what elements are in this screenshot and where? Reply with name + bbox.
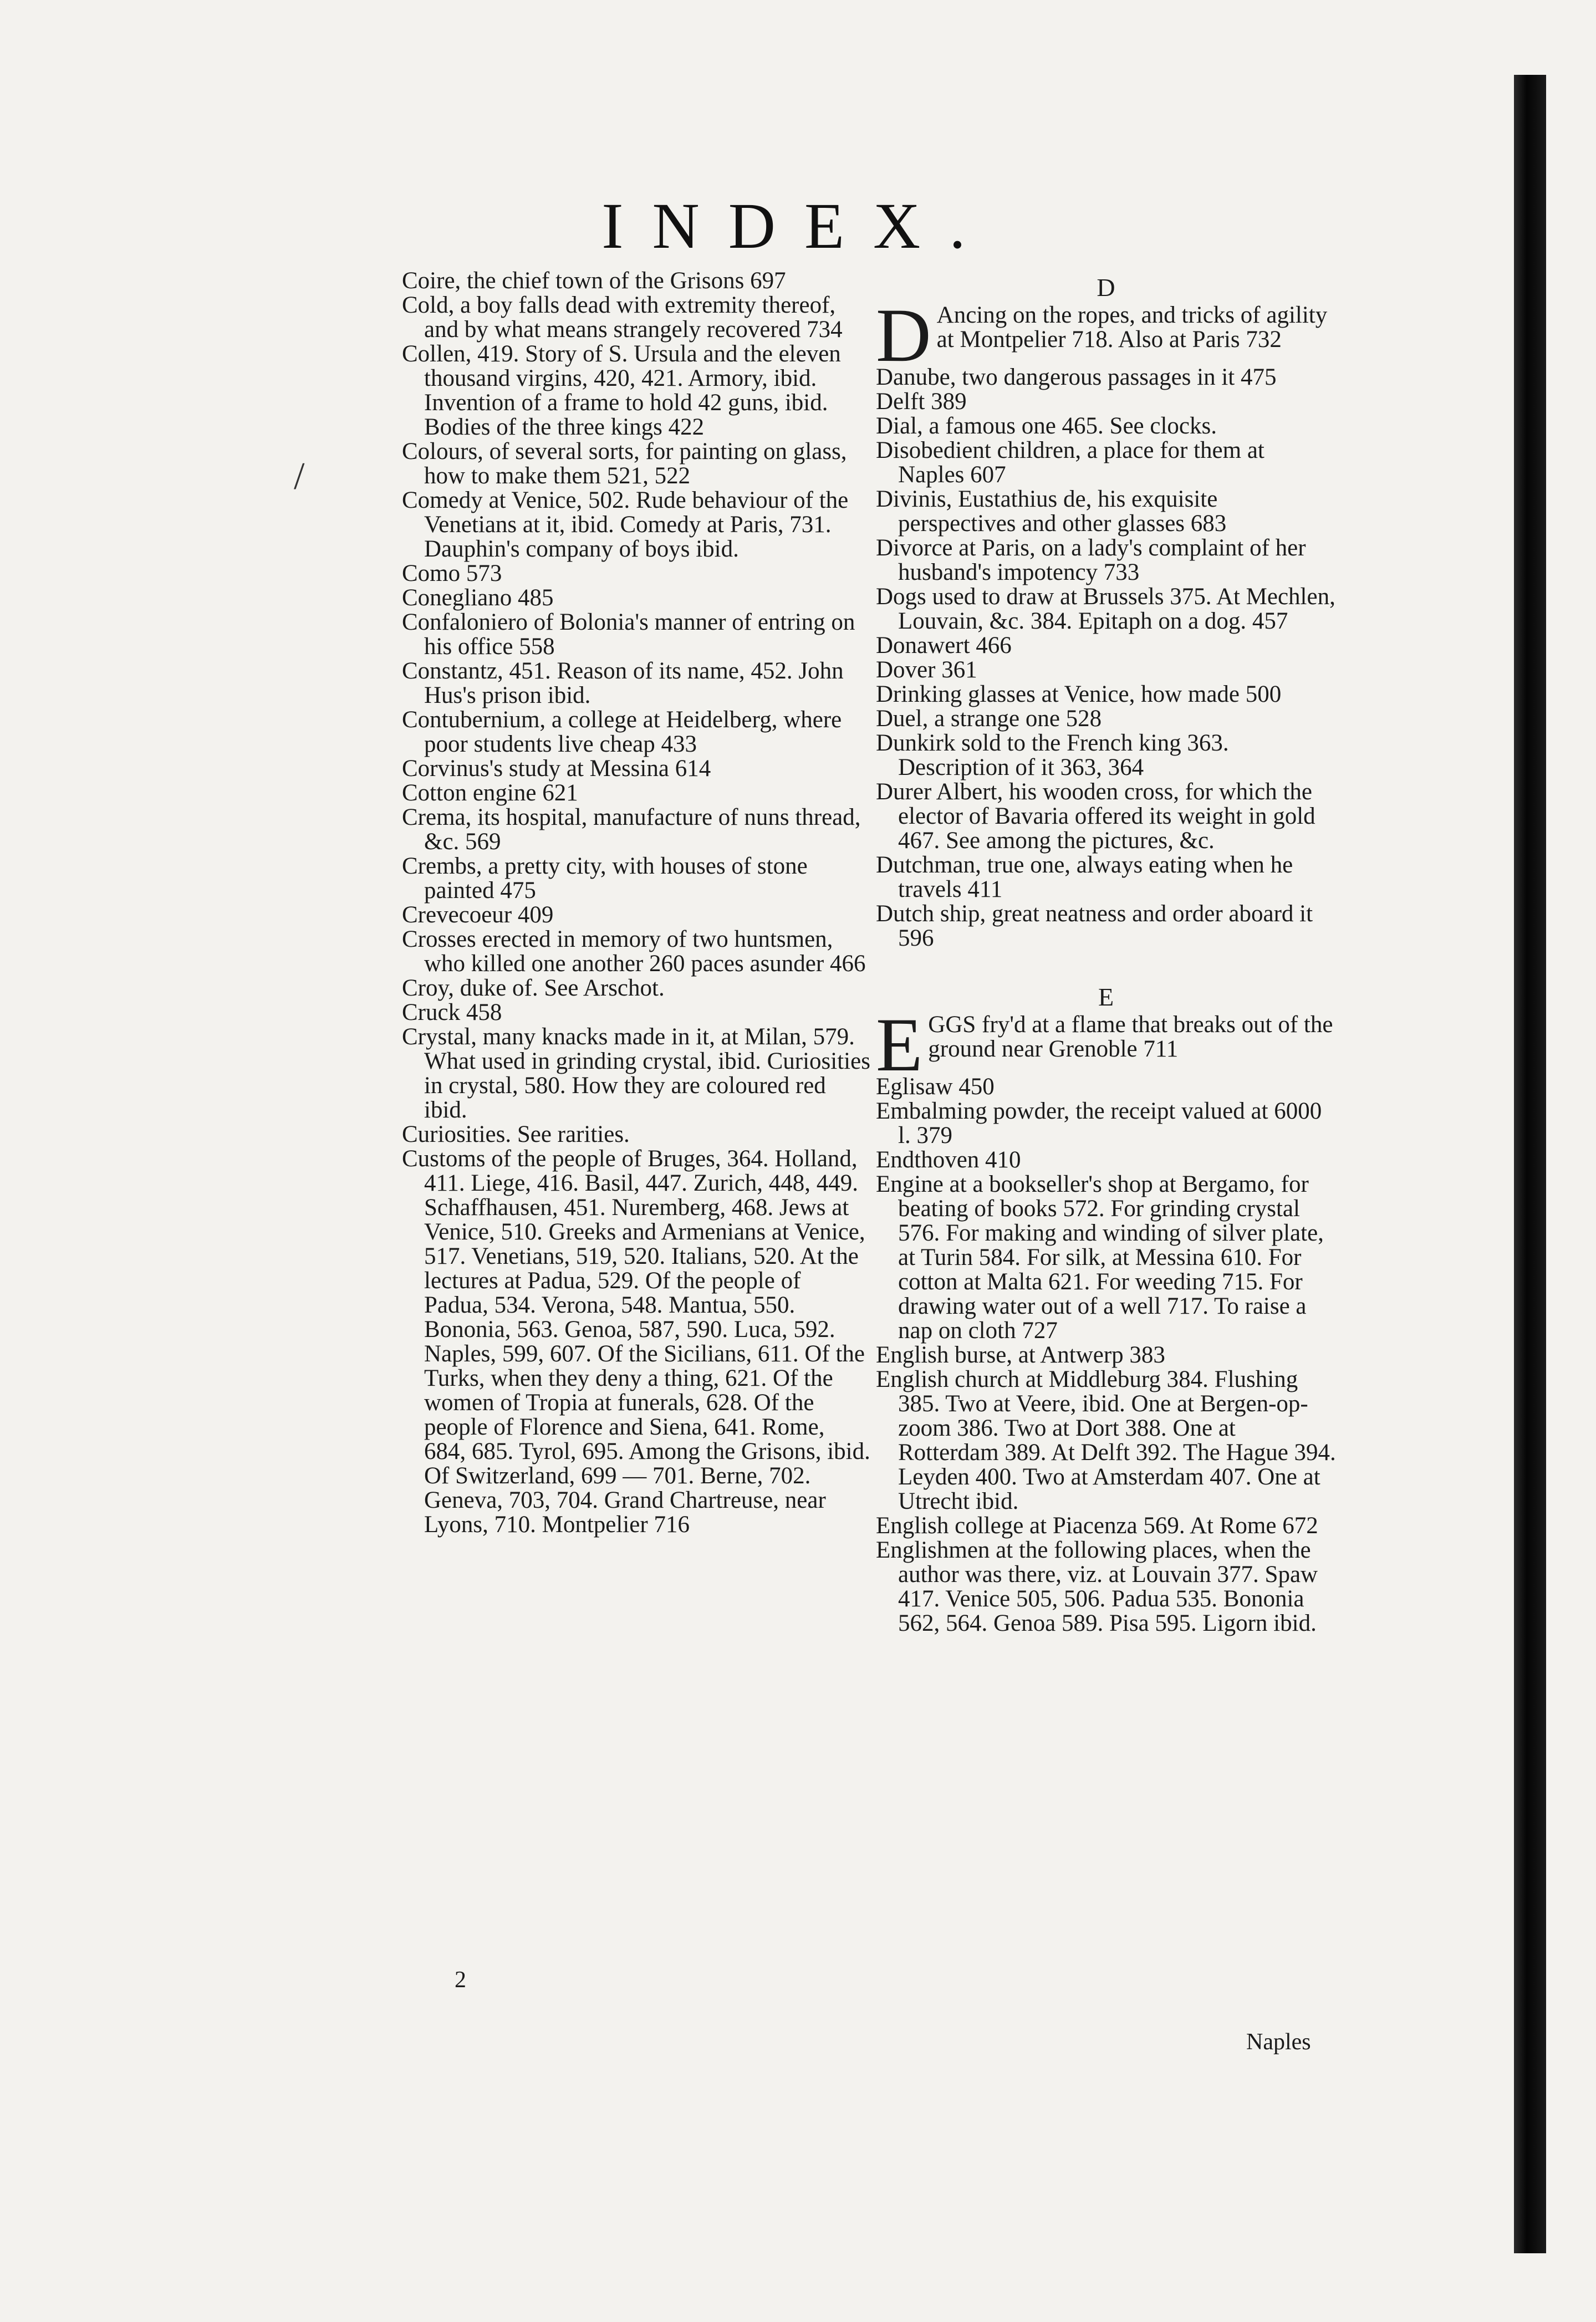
index-entry: Dutch ship, great neatness and order aboard it 596 (876, 901, 1313, 951)
index-entry: Englishmen at the following places, when the author was there, viz. at Louvain 377. Spaw 417. Venice 505, 506. Padua 535. Bononia 562, 564. Genoa 589. Pisa 595. Ligorn ibid. (876, 1537, 1318, 1636)
drop-cap-d: D (876, 293, 931, 377)
index-entry: Contubernium, a college at Heidelberg, where poor students live cheap 433 (402, 707, 842, 757)
first-entry-text-d: Ancing on the ropes, and tricks of agility at Montpelier 718. Also at Paris 732 (936, 302, 1328, 353)
index-entry: Constantz, 451. Reason of its name, 452. John Hus's prison ibid. (402, 658, 844, 708)
index-entry: Dover 361 (876, 657, 977, 683)
index-entry: Confaloniero of Bolonia's manner of entring on his office 558 (402, 609, 855, 660)
index-entry: Divinis, Eustathius de, his exquisite perspectives and other glasses 683 (876, 486, 1227, 537)
index-entry: Crema, its hospital, manufacture of nuns thread, &c. 569 (402, 804, 861, 855)
index-entry: Corvinus's study at Messina 614 (402, 756, 711, 782)
index-entry: Cotton engine 621 (402, 780, 578, 806)
page-edge-shadow (1514, 75, 1546, 2253)
index-entry: Dial, a famous one 465. See clocks. (876, 413, 1217, 439)
index-entry: Dunkirk sold to the French king 363. Description of it 363, 364 (876, 730, 1229, 780)
index-entry: Drinking glasses at Venice, how made 500 (876, 681, 1282, 707)
signature-mark: 2 (455, 1967, 466, 1993)
right-column (876, 269, 1336, 1636)
index-entry: Collen, 419. Story of S. Ursula and the eleven thousand virgins, 420, 421. Armory, ibid. Invention of a frame to hold 42 guns, ibid. Bodies of the three kings 422 (402, 341, 841, 440)
left-column (402, 269, 870, 1537)
index-entry: Delft 389 (876, 389, 967, 415)
index-entry: Embalming powder, the receipt valued at 6000 l. 379 (876, 1098, 1322, 1149)
margin-mark: / (294, 455, 305, 498)
drop-cap-e: E (876, 1002, 923, 1087)
index-entry: Crevecoeur 409 (402, 902, 554, 928)
index-entry: Cold, a boy falls dead with extremity thereof, and by what means strangely recovered 734 (402, 292, 843, 343)
index-entry: Dutchman, true one, always eating when he travels 411 (876, 852, 1293, 902)
catchword: Naples (1246, 2029, 1311, 2055)
section-letter-d: D (1097, 273, 1115, 302)
index-entry: Divorce at Paris, on a lady's complaint of her husband's impotency 733 (876, 535, 1306, 585)
index-entry: English church at Middleburg 384. Flushing 385. Two at Veere, ibid. One at Bergen-op-zoom 386. Two at Dort 388. One at Rotterdam 389. At Delft 392. The Hague 394. Leyden 400. Two at Amsterdam 407. One at Utrecht ibid. (876, 1366, 1336, 1514)
index-entry: English burse, at Antwerp 383 (876, 1342, 1165, 1368)
first-entry-text-e: GGS fry'd at a flame that breaks out of the ground near Grenoble 711 (928, 1012, 1333, 1062)
page-title: INDEX. (601, 190, 995, 262)
index-entry: Colours, of several sorts, for painting on glass, how to make them 521, 522 (402, 438, 847, 489)
index-entry: Engine at a bookseller's shop at Bergamo, for beating of books 572. For grinding crystal 576. For making and winding of silver plate, at Turin 584. For silk, at Messina 610. For cotton at Malta 621. For weeding 715. For drawing water out of a well 717. To raise a nap on cloth 727 (876, 1171, 1324, 1344)
index-entry: Danube, two dangerous passages in it 475 (876, 364, 1277, 390)
index-entry: Endthoven 410 (876, 1147, 1021, 1173)
index-entry: Duel, a strange one 528 (876, 706, 1102, 732)
section-letter-e: E (1098, 983, 1114, 1011)
index-entry: Cruck 458 (402, 999, 502, 1025)
index-entry: Disobedient children, a place for them at Naples 607 (876, 437, 1264, 488)
index-entry: Croy, duke of. See Arschot. (402, 975, 665, 1001)
index-entry: Donawert 466 (876, 632, 1012, 659)
index-entry: Coire, the chief town of the Grisons 697 (402, 268, 786, 294)
index-entry: Dogs used to draw at Brussels 375. At Mechlen, Louvain, &c. 384. Epitaph on a dog. 457 (876, 584, 1335, 634)
index-entry: Conegliano 485 (402, 585, 554, 611)
index-entry: Crembs, a pretty city, with houses of stone painted 475 (402, 853, 808, 904)
index-entry: English college at Piacenza 569. At Rome 672 (876, 1513, 1318, 1539)
index-entry: Durer Albert, his wooden cross, for which the elector of Bavaria offered its weight in gold 467. See among the pictures, &c. (876, 779, 1315, 854)
index-entry: Crystal, many knacks made in it, at Milan, 579. What used in grinding crystal, ibid. Curiosities in crystal, 580. How they are coloured red ibid. (402, 1024, 870, 1123)
index-entry: Comedy at Venice, 502. Rude behaviour of the Venetians at it, ibid. Comedy at Paris, 731. Dauphin's company of boys ibid. (402, 487, 849, 562)
index-entry: Crosses erected in memory of two huntsmen, who killed one another 260 paces asunder 466 (402, 926, 866, 977)
index-entry: Customs of the people of Bruges, 364. Holland, 411. Liege, 416. Basil, 447. Zurich, 448, 449. Schaffhausen, 451. Nuremberg, 468. Jews at Venice, 510. Greeks and Armenians at Venice, 517. Venetians, 519, 520. Italians, 520. At the lectures at Padua, 529. Of the people of Padua, 534. Verona, 548. Mantua, 550. Bononia, 563. Genoa, 587, 590. Luca, 592. Naples, 599, 607. Of the Sicilians, 611. Of the Turks, when they deny a thing, 621. Of the women of Tropia at funerals, 628. Of the people of Florence and Siena, 641. Rome, 684, 685. Tyrol, 695. Among the Grisons, ibid. Of Switzerland, 699 — 701. Berne, 702. Geneva, 703, 704. Grand Chartreuse, near Lyons, 710. Montpelier 716 (402, 1146, 870, 1538)
index-entry: Como 573 (402, 560, 502, 586)
index-entry: Curiosities. See rarities. (402, 1121, 630, 1147)
index-entry: Eglisaw 450 (876, 1074, 995, 1100)
